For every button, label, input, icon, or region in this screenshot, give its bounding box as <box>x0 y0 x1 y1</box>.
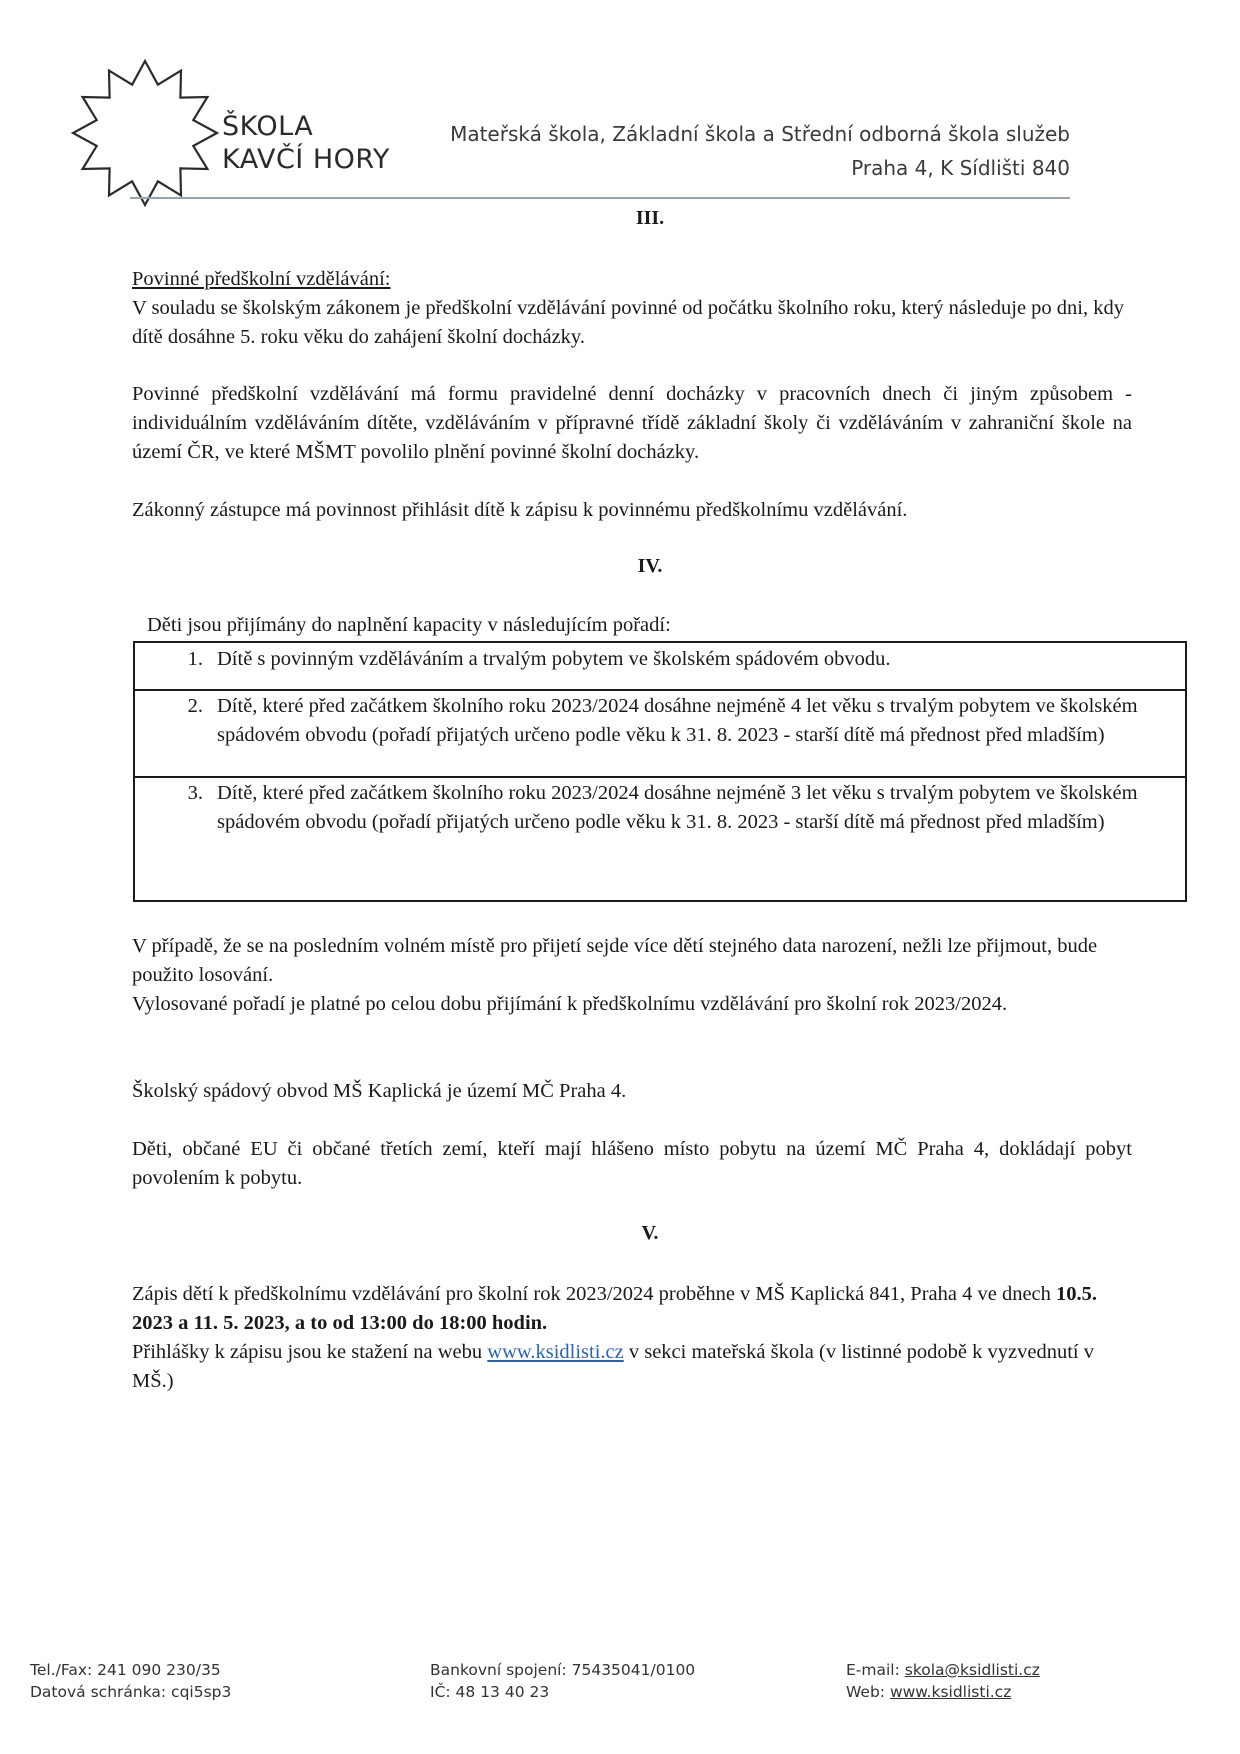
logo-line-2: KAVČÍ HORY <box>222 144 390 175</box>
table-row <box>134 777 1186 901</box>
sun-star-logo-icon <box>70 58 220 208</box>
item-text: Dítě, které před začátkem školního roku 2023/2024 dosáhne nejméně 4 let věku s trvalým pobytem ve školském spádovém obvodu (pořadí přijatých určeno podle věku k 31. 8. 2023 - starší dítě má přednost před mladším) <box>217 695 1138 746</box>
admission-order-intro: Děti jsou přijímány do naplnění kapacity v následujícím pořadí: <box>147 614 671 636</box>
section-3-paragraph-2: Povinné předškolní vzdělávání má formu pravidelné denní docházky v pracovních dnech či jiným způsobem - individuálním vzděláváním dítěte, vzděláváním v přípravné třídě základní školy či vzděláváním v zahraniční škole na území ČR, ve které MŠMT povolilo plnění povinné školní docházky. <box>132 383 1132 463</box>
website-link[interactable]: www.ksidlisti.cz <box>487 1341 624 1363</box>
item-text: Dítě, které před začátkem školního roku 2023/2024 dosáhne nejméně 3 let věku s trvalým pobytem ve školském spádovém obvodu (pořadí přijatých určeno podle věku k 31. 8. 2023 - starší dítě má přednost před mladším) <box>217 782 1138 833</box>
foreign-citizens-paragraph: Děti, občané EU či občané třetích zemí, kteří mají hlášeno místo pobytu na území MČ Praha 4, dokládají pobyt povolením k pobytu. <box>132 1138 1132 1189</box>
section-4-heading: IV. <box>637 555 663 577</box>
footer-bank-account: Bankovní spojení: 75435041/0100 <box>430 1661 696 1679</box>
applications-paragraph <box>132 1338 1132 1396</box>
item-number: 3. <box>187 782 203 804</box>
table-row <box>134 642 1186 690</box>
header-divider <box>130 197 1070 199</box>
section-3-paragraph-3: Zákonný zástupce má povinnost přihlásit dítě k zápisu k povinnému předškolnímu vzdělávání. <box>132 499 908 521</box>
applications-text-end: v sekci mateřská škola (v listinné podobě k vyzvednutí v MŠ.) <box>132 1341 1094 1392</box>
enrollment-text: Zápis dětí k předškolnímu vzdělávání pro školní rok 2023/2024 proběhne v MŠ Kaplická 841, Praha 4 ve dnech <box>132 1283 1057 1305</box>
section-3-subtitle: Povinné předškolní vzdělávání: <box>132 268 391 290</box>
footer-bank <box>430 1659 695 1703</box>
footer-ic: IČ: 48 13 40 23 <box>430 1683 550 1701</box>
footer-phone: Tel./Fax: 241 090 230/35 <box>30 1661 221 1679</box>
logo-line-1: ŠKOLA <box>222 111 314 142</box>
footer-web-link[interactable]: www.ksidlisti.cz <box>889 1683 1012 1701</box>
footer-email-label: E-mail: <box>846 1661 905 1679</box>
section-3-paragraph-1: V souladu se školským zákonem je předškolní vzdělávání povinné od počátku školního roku, který následuje po dni, kdy dítě dosáhne 5. roku věku do zahájení školní docházky. <box>132 297 1124 348</box>
footer-web <box>846 1659 1040 1703</box>
item-number: 1. <box>187 648 203 670</box>
applications-text: Přihlášky k zápisu jsou ke stažení na webu <box>132 1341 488 1363</box>
catchment-paragraph: Školský spádový obvod MŠ Kaplická je území MČ Praha 4. <box>132 1080 627 1102</box>
enrollment-dates: 10.5. 2023 a 11. 5. 2023, a to od 13:00 do 18:00 hodin. <box>132 1283 1098 1334</box>
footer-contact <box>30 1659 231 1703</box>
lottery-validity-paragraph: Vylosované pořadí je platné po celou dobu přijímání k předškolnímu vzdělávání pro školní rok 2023/2024. <box>132 993 1008 1015</box>
table-row <box>134 690 1186 777</box>
org-line-2: Praha 4, K Sídlišti 840 <box>851 156 1070 180</box>
lottery-paragraph: V případě, že se na posledním volném místě pro přijetí sejde více dětí stejného data narození, nežli lze přijmout, bude použito losování. <box>132 935 1098 986</box>
footer-databox: Datová schránka: cqi5sp3 <box>30 1683 232 1701</box>
section-5-heading: V. <box>641 1222 659 1244</box>
admission-order-table <box>133 641 1187 902</box>
organization-name <box>450 117 1070 185</box>
footer-web-label: Web: <box>846 1683 890 1701</box>
item-text: Dítě s povinným vzděláváním a trvalým pobytem ve školském spádovém obvodu. <box>217 648 891 670</box>
enrollment-paragraph <box>132 1280 1132 1338</box>
org-line-1: Mateřská škola, Základní škola a Střední odborná škola služeb <box>450 122 1070 146</box>
section-3-heading: III. <box>635 207 665 229</box>
footer-email-link[interactable]: skola@ksidlisti.cz <box>904 1661 1040 1679</box>
item-number: 2. <box>187 695 203 717</box>
school-logo-name <box>222 110 390 176</box>
